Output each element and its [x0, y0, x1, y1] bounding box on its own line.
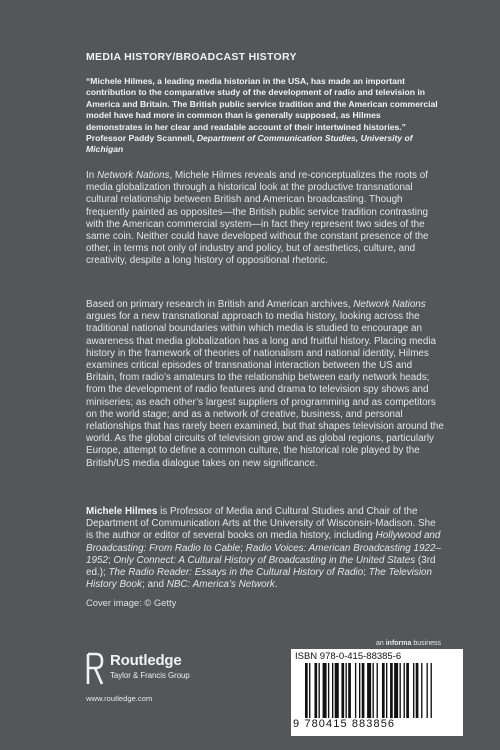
barcode-bar [404, 663, 405, 718]
text-run: Based on primary research in British and American archives, [86, 299, 354, 310]
informa-brand: informa [385, 640, 412, 647]
barcode-bar [341, 663, 344, 718]
book-title: Radio Voices: American Broadcasting 1922–1952 [86, 542, 441, 566]
text-run: . [274, 579, 278, 591]
barcode-bar [373, 663, 374, 718]
barcode-bar [394, 663, 398, 718]
barcode-digits: 9 780415 883856 [293, 718, 396, 730]
text-run: argues for a new transnational approach to media history, looking across the traditional national boundaries within which media is studied to encourage an awareness that media globalization has a long and fruitful history. Placing media history in the framework of theories of nationalism and national identity, Hilmes examines critical episodes of transnational interaction between the US and Britain, from radio’s amateurs to the relationship between early network heads; from the development of radio features and drama to television spy shows and miniseries; as each other’s largest suppliers of programming and as competitors on the world stage; and as a network of creative, business, and personal relationships that has rarely been examined, but that shapes television around the world. As the global circuits of television grow and as global regions, particularly Europe, attempt to define a common culture, the historical role played by the British/US media dialogue takes on new significance. [86, 311, 444, 469]
text-run: business [411, 640, 441, 647]
barcode-bar [314, 663, 317, 718]
barcode-bar [359, 663, 360, 718]
endorsement-quote [86, 76, 438, 156]
description-paragraph-1 [86, 170, 444, 268]
barcode-bar [348, 663, 351, 718]
text-run: ; [363, 567, 369, 579]
isbn-barcode [291, 649, 463, 736]
barcode-bar [386, 663, 387, 718]
barcode-bar [413, 663, 414, 718]
book-title: NBC: America’s Network [166, 579, 275, 591]
isbn-text: ISBN 978-0-415-88385-6 [295, 651, 402, 662]
barcode-bar [367, 663, 371, 718]
quote-text: “Michele Hilmes, a leading media historian in the USA, has made an important contribution to the comparative study of the development of radio and television in America and Britain. The British public service tradition and the American commercial model have had more in common than is generally supposed, as Hilmes demonstrates in her clear and readable account of their intertwined histories.” [86, 76, 438, 132]
barcode-bar [406, 663, 409, 718]
text-run: In [86, 170, 97, 181]
routledge-r-icon [86, 652, 104, 686]
text-run: ; [240, 542, 246, 554]
text-run: an [376, 640, 386, 647]
text-run: (3rd ed.); [86, 554, 436, 579]
barcode-bar [328, 663, 329, 718]
barcode-bar [309, 663, 310, 718]
barcode-bar [400, 663, 401, 718]
text-run: ; [107, 554, 114, 566]
barcode-bar [346, 663, 347, 718]
barcode-bar [323, 663, 327, 718]
barcode-bar [377, 663, 378, 718]
author-bio [86, 506, 444, 591]
barcode-bar [305, 663, 308, 718]
barcode-bar [319, 663, 320, 718]
cover-credit: Cover image: © Getty [86, 597, 177, 608]
barcode-bar [335, 663, 339, 718]
informa-tagline [376, 640, 441, 647]
book-title: Network Nations [96, 170, 170, 181]
book-title: Hollywood and Broadcasting: From Radio to Cable [86, 530, 441, 554]
publisher-group: Taylor & Francis Group [110, 671, 190, 680]
text-run: is Professor of Media and Cultural Studies and Chair of the Department of Communication Arts at the University of Wisconsin-Madison. She is the author or editor of several books on media history, including [86, 506, 436, 542]
book-title: The Television History Book [86, 567, 432, 591]
quote-attribution [86, 133, 438, 156]
quote-author: Professor Paddy Scannell, [86, 133, 195, 144]
publisher-url: www.routledge.com [86, 694, 153, 703]
text-run: , Michele Hilmes reveals and re-conceptualizes the roots of media globalization through a historical look at the productive transnational cultural relationship between British and American broadcasting. Though frequently painted as opposites—the British public service tradition contrasting with the American commercial system—in fact they represent two sides of the same coin. Neither could have developed without the constant presence of the other, in terms not only of industry and policy, but of aesthetics, culture, and creativity, despite a long history of oppositional rhetoric. [86, 170, 429, 267]
barcode-bar [427, 663, 428, 718]
book-title: Network Nations [353, 299, 426, 310]
barcode-bar [416, 663, 419, 718]
category-heading: MEDIA HISTORY/BROADCAST HISTORY [86, 51, 297, 63]
barcode-bar [332, 663, 333, 718]
description-paragraph-2 [86, 299, 444, 470]
barcode-bar [390, 663, 393, 718]
barcode-bar [421, 663, 422, 718]
text-run: ; and [141, 579, 167, 591]
barcode-bar [362, 663, 365, 718]
barcode-bar [382, 663, 385, 718]
barcode-bar [355, 663, 356, 718]
author-name: Michele Hilmes [86, 506, 158, 517]
publisher-logo [86, 648, 286, 708]
book-title: Only Connect: A Cultural History of Broadcasting in the United States [113, 554, 416, 566]
book-title: The Radio Reader: Essays in the Cultural History of Radio [108, 567, 364, 579]
barcode-bar [431, 663, 432, 718]
publisher-name: Routledge [110, 652, 182, 669]
quote-affiliation: Department of Communication Studies, University of Michigan [86, 133, 413, 155]
barcode-bars [305, 663, 451, 718]
